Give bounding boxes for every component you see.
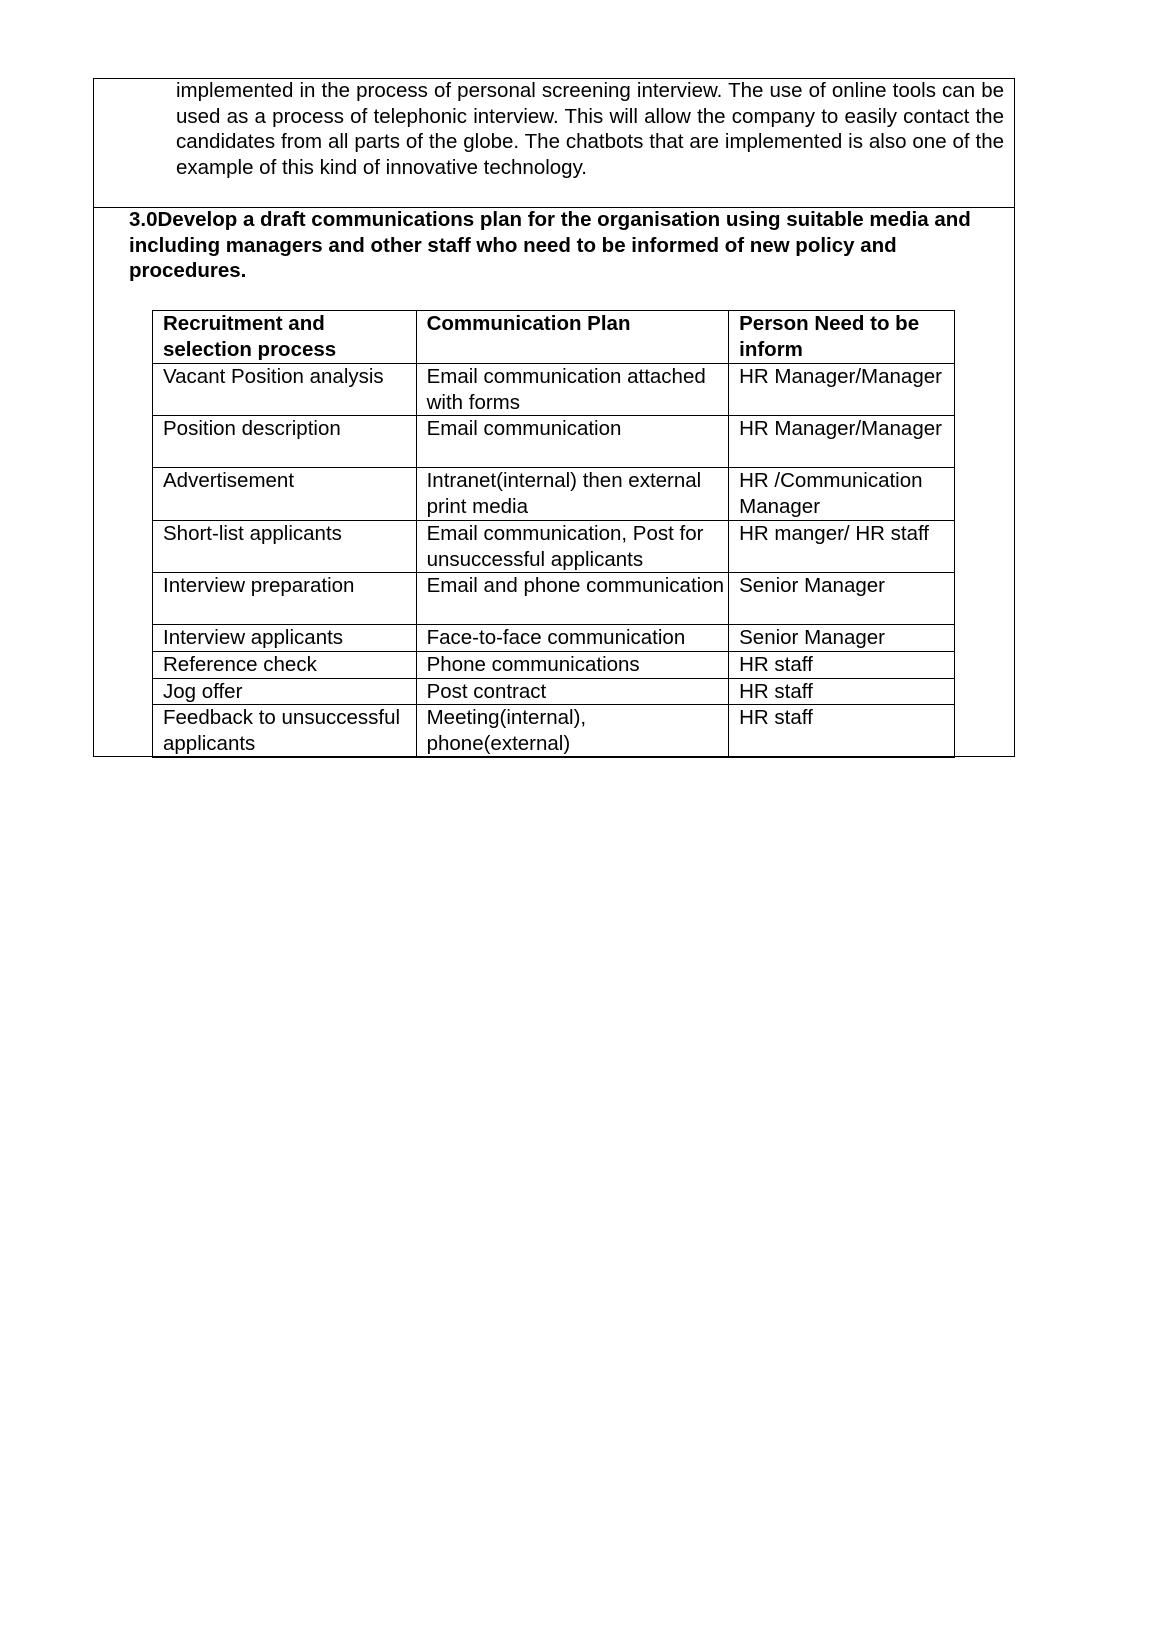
table-row — [153, 520, 955, 572]
header-person: Person Need to be inform — [729, 311, 955, 364]
cell-person: Senior Manager — [729, 573, 955, 625]
cell-person: HR manger/ HR staff — [729, 520, 955, 572]
cell-process: Position description — [153, 416, 417, 468]
communication-plan-table — [152, 310, 955, 758]
cell-person: HR Manager/Manager — [729, 416, 955, 468]
cell-plan: Email communication attached with forms — [416, 364, 729, 416]
cell-plan: Intranet(internal) then external print media — [416, 468, 729, 520]
table-row — [153, 625, 955, 652]
cell-plan: Email communication, Post for unsuccessful applicants — [416, 520, 729, 572]
table-row — [153, 468, 955, 520]
cell-person: HR staff — [729, 705, 955, 757]
cell-process: Reference check — [153, 651, 417, 678]
cell-person: HR staff — [729, 678, 955, 705]
cell-process: Short-list applicants — [153, 520, 417, 572]
cell-plan: Meeting(internal), phone(external) — [416, 705, 729, 757]
table-row — [153, 705, 955, 757]
cell-person: HR Manager/Manager — [729, 364, 955, 416]
section-heading: 3.0Develop a draft communications plan for the organisation using suitable media and including managers and other staff who need to be informed of new policy and procedures. — [129, 208, 971, 283]
cell-process: Feedback to unsuccessful applicants — [153, 705, 417, 757]
cell-process: Interview preparation — [153, 573, 417, 625]
header-plan: Communication Plan — [416, 311, 729, 364]
cell-plan: Phone communications — [416, 651, 729, 678]
cell-process: Jog offer — [153, 678, 417, 705]
cell-plan: Face-to-face communication — [416, 625, 729, 652]
header-process: Recruitment and selection process — [153, 311, 417, 364]
table-row — [153, 416, 955, 468]
cell-person: HR staff — [729, 651, 955, 678]
table-row — [153, 651, 955, 678]
table-row — [153, 573, 955, 625]
cell-process: Advertisement — [153, 468, 417, 520]
cell-plan: Email and phone communication — [416, 573, 729, 625]
cell-person: HR /Communication Manager — [729, 468, 955, 520]
cell-person: Senior Manager — [729, 625, 955, 652]
table-header-row — [153, 311, 955, 364]
cell-process: Vacant Position analysis — [153, 364, 417, 416]
cell-process: Interview applicants — [153, 625, 417, 652]
cell-plan: Email communication — [416, 416, 729, 468]
table-row — [153, 364, 955, 416]
cell-plan: Post contract — [416, 678, 729, 705]
paragraph-text: implemented in the process of personal screening interview. The use of online tools can be used as a process of telephonic interview. This will allow the company to easily contact the candidates from all parts of the globe. The chatbots that are implemented is also one of the example of this kind of innovative technology. — [176, 79, 1004, 180]
table-row — [153, 678, 955, 705]
